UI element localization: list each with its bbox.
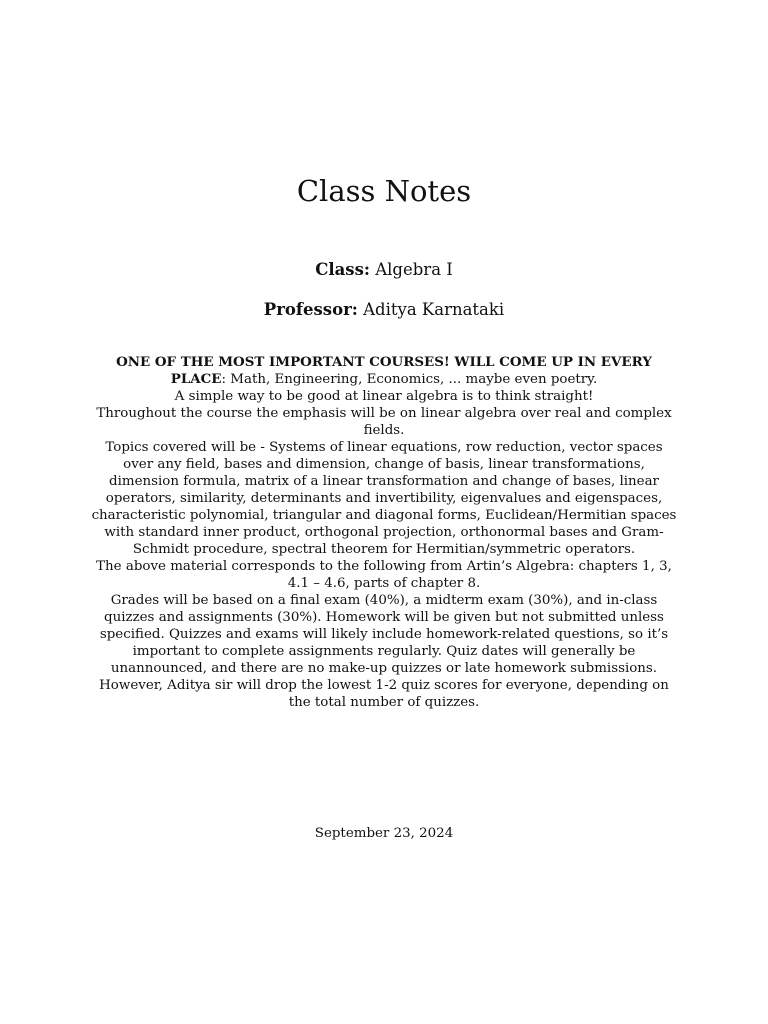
artin-paragraph: The above material corresponds to the following from Artin’s Algebra: chapters 1, 3, 4.1 – 4.6, parts of chapter 8. xyxy=(96,559,672,591)
emphasis-paragraph: Throughout the course the emphasis will be on linear algebra over real and complex fields. xyxy=(96,406,672,438)
grades-paragraph: Grades will be based on a final exam (40%), a midterm exam (30%), and in-class quizzes and assignments (30%). Homework will be given but not submitted unless specified. Quizzes and exams will likely include homework-related questions, so it’s important to complete assignments regularly. Quiz dates will generally be unannounced, and there are no make-up quizzes or late homework submissions. However, Aditya sir will drop the lowest 1-2 quiz scores for everyone, depending on the total number of quizzes. xyxy=(99,593,669,710)
professor-value: Aditya Karnataki xyxy=(363,300,505,319)
page-title: Class Notes xyxy=(296,174,472,208)
intro-rest-text: : Math, Engineering, Economics, ... maybe even poetry. xyxy=(221,372,598,387)
straight-paragraph: A simple way to be good at linear algebra is to think straight! xyxy=(174,389,594,404)
intro-paragraph xyxy=(90,354,678,388)
topics-paragraph: Topics covered will be - Systems of linear equations, row reduction, vector spaces over any field, bases and dimension, change of basis, linear transformations, dimension formula, matrix of a linear transformation and change of bases, linear operators, similarity, determinants and invertibility, eigenvalues and eigenspaces, characteristic polynomial, triangular and diagonal forms, Euclidean/Hermitian spaces with standard inner product, orthogonal projection, orthonormal bases and Gram-Schmidt procedure, spectral theorem for Hermitian/symmetric operators. xyxy=(91,440,677,557)
professor-label: Professor: xyxy=(263,300,358,319)
class-label: Class: xyxy=(315,260,370,279)
class-line xyxy=(0,260,768,279)
course-description xyxy=(90,354,678,711)
document-date: September 23, 2024 xyxy=(314,826,454,841)
professor-line xyxy=(0,300,768,319)
intro-bold-text: ONE OF THE MOST IMPORTANT COURSES! WILL COME UP IN EVERY PLACE xyxy=(116,354,652,387)
class-value: Algebra I xyxy=(375,260,453,279)
